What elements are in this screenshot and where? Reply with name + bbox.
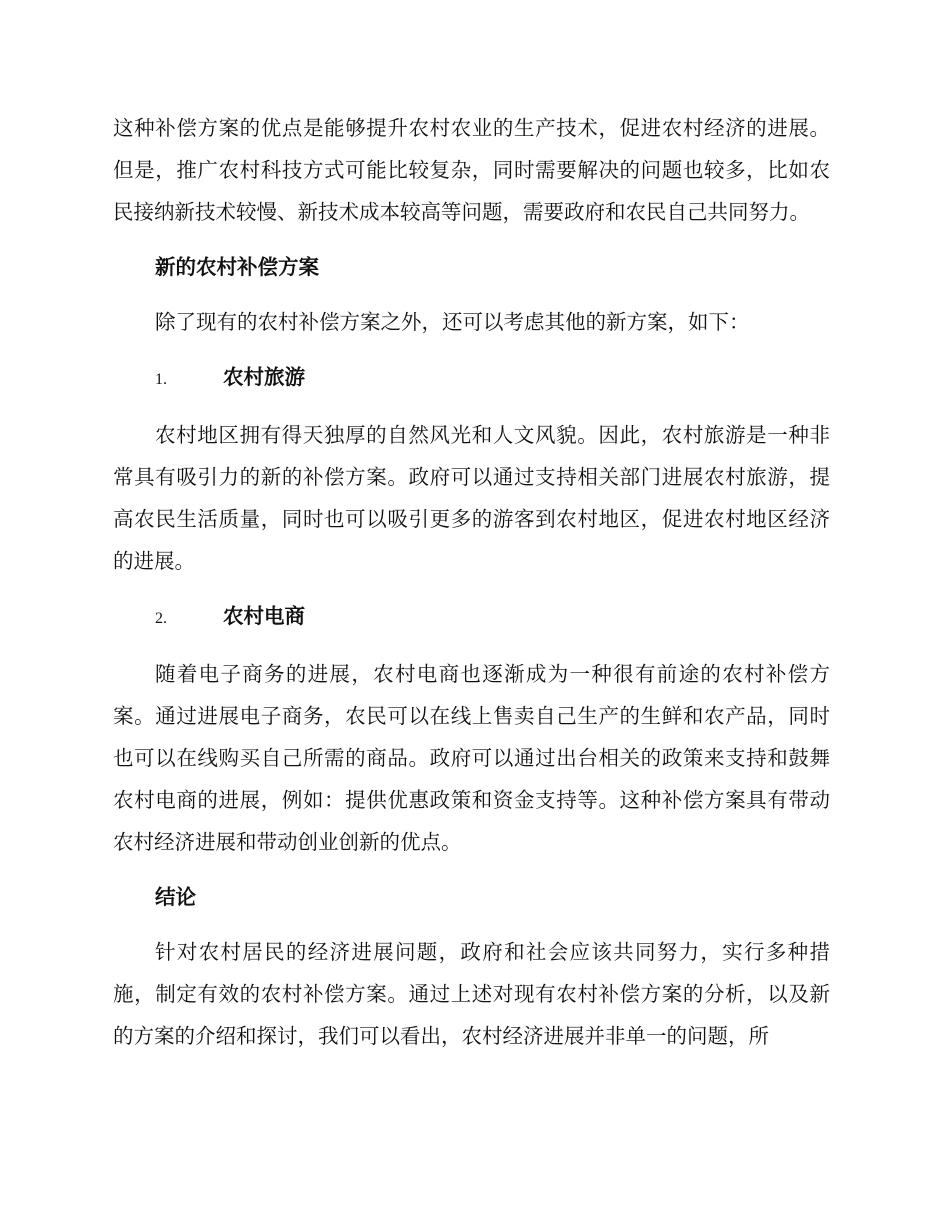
section-heading-conclusion: 结论 [155,885,196,909]
rural-ecommerce-paragraph: 随着电子商务的进展，农村电商也逐渐成为一种很有前途的农村补偿方案。通过进展电子商务，农民可以在线上售卖自己生产的生鲜和农产品，同时也可以在线购买自己所需的商品。政府可以通过出台相关的政策来支持和鼓舞农村电商的进展，例如：提供优惠政策和资金支持等。这种补偿方案具有带动农村经济进展和带动创业创新的优点。 [113,662,830,854]
item-title: 农村旅游 [223,365,305,389]
item-heading-rural-ecommerce [113,595,830,640]
spacer [113,863,830,876]
spacer [113,343,830,356]
spacer [113,288,830,301]
item-heading-rural-tourism [113,356,830,401]
spacer [113,233,830,246]
rural-tourism-paragraph: 农村地区拥有得天独厚的自然风光和人文风貌。因此，农村旅游是一种非常具有吸引力的新的补偿方案。政府可以通过支持相关部门进展农村旅游，提高农民生活质量，同时也可以吸引更多的游客到农村地区，促进农村地区经济的进展。 [113,423,830,573]
new-schemes-intro: 除了现有的农村补偿方案之外，还可以考虑其他的新方案，如下： [155,310,750,334]
spacer [113,582,830,595]
document-page [113,107,830,1057]
spacer [113,401,830,414]
spacer [113,918,830,931]
item-title: 农村电商 [223,604,305,628]
section-heading-new-schemes: 新的农村补偿方案 [155,255,319,279]
spacer [113,640,830,653]
item-number: 2. [155,610,167,627]
intro-paragraph: 这种补偿方案的优点是能够提升农村农业的生产技术，促进农村经济的进展。但是，推广农村科技方式可能比较复杂，同时需要解决的问题也较多，比如农民接纳新技术较慢、新技术成本较高等问题，需要政府和农民自己共同努力。 [113,116,830,224]
conclusion-paragraph: 针对农村居民的经济进展问题，政府和社会应该共同努力，实行多种措施，制定有效的农村补偿方案。通过上述对现有农村补偿方案的分析，以及新的方案的介绍和探讨，我们可以看出，农村经济进展并非单一的问题，所 [113,940,830,1048]
item-number: 1. [155,371,167,388]
